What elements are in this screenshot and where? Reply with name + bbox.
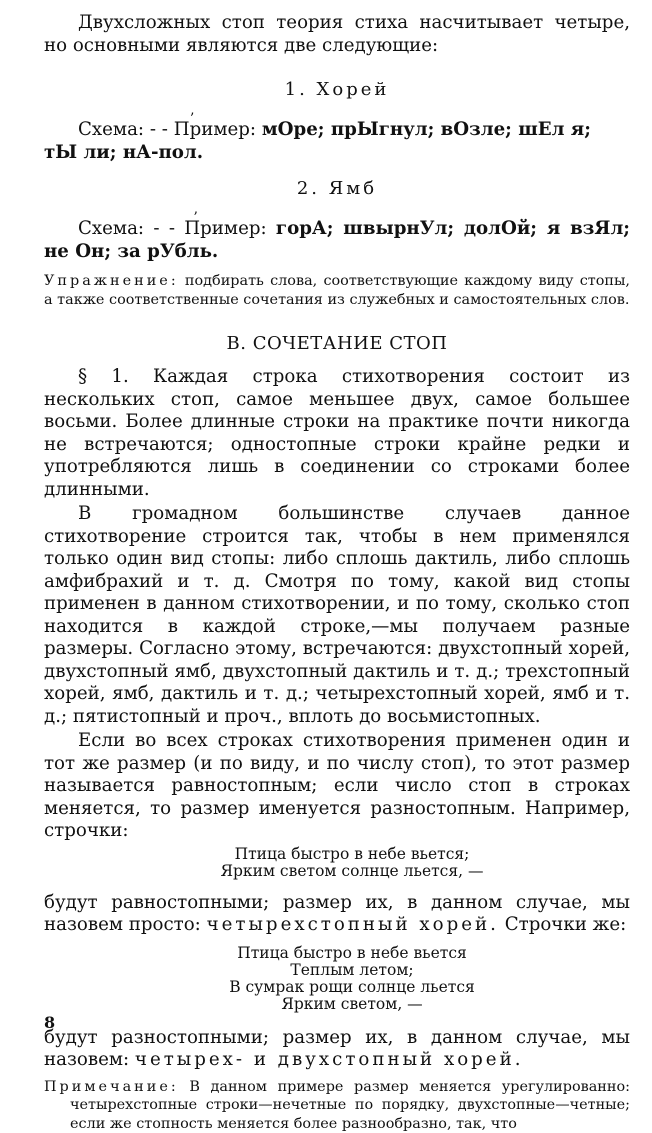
intro-paragraph: Двухсложных стоп теория стиха насчитывает четыре, но основными являются две следующие: [44, 12, 630, 56]
trochee-scheme-line [44, 118, 630, 164]
verse-line: Птица быстро в небе вьется; [234, 844, 470, 863]
note-label: Примечание: [44, 1078, 179, 1095]
paragraph-2: В громадном большинстве случаев данное стихотворение строится так, чтобы в нем применялся только один вид стопы: либо сплошь дактиль, либо сплошь амфибрахий и т. д. Смотря по тому, какой вид стопы применен в данном стихотворении, и по тому, сколько стоп находится в каждой строке,—мы получаем разные размеры. Согласно этому, встречаются: двухстопный хорей, двухстопный ямб, двухстопный дактиль и т. д.; трехстопный хорей, ямб, дактиль и т. д.; четырехстопный хорей, ямб и т. д.; пятистопный и проч., вплоть до восьмистопных. [44, 503, 630, 727]
note-text: В данном примере размер меняется урегулированно: четырехстопные строки—нечетные по порядку, двухстопные—четные; если же стопность меняется более разнообразно, так, что [70, 1078, 630, 1132]
verse-example-2 [44, 945, 630, 1013]
scheme-notation: ’ - - [150, 119, 168, 140]
exercise-text: подбирать слова, соответствующие каждому виду стопы, а также соответственные сочетания из служебных и самостоятельных слов. [44, 273, 630, 308]
page-number: 8 [44, 1013, 56, 1032]
scheme-label: Схема: [78, 119, 145, 140]
example-label: Пример: [184, 218, 267, 239]
meter-term: четырех- и двухстопный хорей. [134, 1049, 524, 1071]
paragraph-1: § 1. Каждая строка стихотворения состоит из нескольких стоп, самое меньшее двух, самое большее восьми. Более длинные строки на практике почти никогда не встречаются; одностопные строки крайне редки и употребляются лишь в соединении со строками более длинными. [44, 366, 630, 500]
scheme-label: Схема: [78, 218, 145, 239]
paragraph-4-tail: Строчки же: [504, 914, 627, 936]
note-paragraph [44, 1078, 630, 1133]
foot-heading-trochee: 1. Хорей [284, 79, 390, 100]
verse-line: Ярким светом солнце льется, — [220, 861, 484, 880]
iamb-scheme-line [44, 217, 630, 263]
verse-line: В сумрак рощи солнце льется [229, 977, 475, 996]
verse-line: Птица быстро в небе вьется [237, 943, 467, 962]
section-title: В. СОЧЕТАНИЕ СТОП [226, 333, 448, 355]
verse-example-1 [44, 846, 630, 880]
scheme-notation: ’ - - [153, 218, 175, 239]
trochee-examples: мОре; прЫгнул; вОзле; шЕл я; тЫ ли; нА-пол. [44, 119, 591, 163]
verse-line: Ярким светом, — [281, 994, 423, 1013]
meter-term: четырехстопный хорей. [206, 914, 499, 936]
paragraph-4-text: будут равностопными; размер их, в данном случае, мы назовем просто: [44, 891, 630, 936]
paragraph-5 [44, 1027, 630, 1072]
paragraph-4 [44, 892, 630, 937]
exercise-label: Упражнение: [44, 273, 179, 289]
exercise-paragraph [44, 272, 630, 309]
iamb-examples: горА; швырнУл; долОй; я взЯл; не Он; за рУбль. [44, 218, 630, 262]
foot-heading-iamb: 2. Ямб [296, 178, 378, 199]
verse-line: Теплым летом; [290, 960, 414, 979]
paragraph-3: Если во всех строках стихотворения применен один и тот же размер (и по виду, и по числу стоп), то этот размер называется равностопным; если число стоп в строках меняется, то размер именуется разностопным. Например, строчки: [44, 730, 630, 842]
paragraph-5-text: будут разностопными; размер их, в данном случае, мы назовем: [44, 1026, 630, 1071]
example-label: Пример: [173, 119, 257, 140]
